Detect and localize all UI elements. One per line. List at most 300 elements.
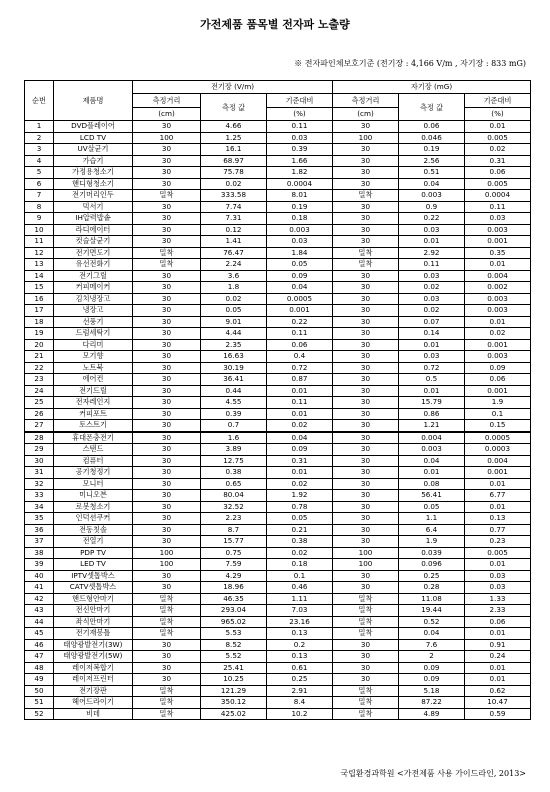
cell-no: 49: [25, 674, 54, 686]
table-row: [25, 282, 531, 294]
cell-e-distance: 밀착: [133, 628, 201, 640]
cell-m-value: 0.86: [399, 408, 465, 420]
cell-product: 에어컨: [54, 374, 133, 386]
cell-e-value: 7.59: [201, 559, 267, 571]
cell-e-ratio: 1.92: [267, 490, 333, 502]
cell-e-distance: 100: [133, 559, 201, 571]
cell-e-ratio: 8.01: [267, 190, 333, 202]
cell-e-value: 12.75: [201, 455, 267, 467]
cell-e-value: 293.04: [201, 605, 267, 617]
cell-product: 드럼세탁기: [54, 328, 133, 340]
header-no: 순번: [25, 81, 54, 121]
cell-no: 39: [25, 559, 54, 571]
cell-e-distance: 30: [133, 444, 201, 456]
cell-m-distance: 30: [333, 144, 399, 156]
table-row: [25, 408, 531, 420]
table-row: [25, 316, 531, 328]
cell-m-distance: 30: [333, 213, 399, 225]
cell-e-value: 80.04: [201, 490, 267, 502]
cell-m-ratio: 0.0004: [465, 190, 531, 202]
table-row: [25, 305, 531, 317]
cell-m-distance: 100: [333, 547, 399, 559]
cell-e-value: 425.02: [201, 708, 267, 720]
cell-e-ratio: 0.2: [267, 639, 333, 651]
cell-product: 가습기: [54, 155, 133, 167]
cell-m-value: 0.05: [399, 501, 465, 513]
cell-m-value: 0.14: [399, 328, 465, 340]
cell-product: 가정용청소기: [54, 167, 133, 179]
cell-product: LED TV: [54, 559, 133, 571]
cell-e-distance: 30: [133, 490, 201, 502]
cell-e-ratio: 0.06: [267, 339, 333, 351]
cell-m-value: 7.6: [399, 639, 465, 651]
cell-e-value: 2.24: [201, 259, 267, 271]
cell-e-ratio: 0.05: [267, 259, 333, 271]
cell-m-distance: 30: [333, 501, 399, 513]
header-e-distance-unit: (cm): [133, 108, 201, 121]
cell-m-value: 0.003: [399, 190, 465, 202]
cell-e-distance: 30: [133, 582, 201, 594]
cell-m-distance: 30: [333, 432, 399, 444]
cell-m-distance: 30: [333, 236, 399, 248]
cell-e-value: 16.63: [201, 351, 267, 363]
cell-m-ratio: 0.03: [465, 570, 531, 582]
table-row: [25, 121, 531, 133]
cell-m-ratio: 0.02: [465, 328, 531, 340]
cell-m-value: 0.06: [399, 121, 465, 133]
cell-e-distance: 30: [133, 651, 201, 663]
cell-no: 40: [25, 570, 54, 582]
table-row: [25, 190, 531, 202]
cell-e-ratio: 0.0005: [267, 293, 333, 305]
cell-no: 33: [25, 490, 54, 502]
cell-e-value: 4.29: [201, 570, 267, 582]
cell-product: 선풍기: [54, 316, 133, 328]
cell-m-distance: 30: [333, 305, 399, 317]
cell-product: 태양광발전기(5W): [54, 651, 133, 663]
table-row: [25, 674, 531, 686]
cell-e-distance: 30: [133, 328, 201, 340]
cell-m-distance: 30: [333, 374, 399, 386]
table-row: [25, 144, 531, 156]
table-row: [25, 605, 531, 617]
cell-e-value: 3.89: [201, 444, 267, 456]
cell-m-value: 0.003: [399, 444, 465, 456]
cell-no: 4: [25, 155, 54, 167]
cell-e-ratio: 0.003: [267, 224, 333, 236]
cell-e-value: 16.1: [201, 144, 267, 156]
cell-e-value: 0.39: [201, 408, 267, 420]
cell-e-ratio: 0.11: [267, 121, 333, 133]
table-row: [25, 339, 531, 351]
cell-m-value: 0.01: [399, 339, 465, 351]
table-row: [25, 201, 531, 213]
cell-m-ratio: 0.003: [465, 351, 531, 363]
cell-no: 29: [25, 444, 54, 456]
cell-e-value: 121.29: [201, 685, 267, 697]
cell-no: 44: [25, 616, 54, 628]
table-row: [25, 547, 531, 559]
cell-product: 믹서기: [54, 201, 133, 213]
cell-e-value: 1.41: [201, 236, 267, 248]
cell-e-value: 68.97: [201, 155, 267, 167]
cell-e-value: 10.25: [201, 674, 267, 686]
cell-e-distance: 30: [133, 316, 201, 328]
cell-m-ratio: 0.003: [465, 224, 531, 236]
cell-product: 인덕션쿠커: [54, 513, 133, 525]
cell-m-distance: 100: [333, 132, 399, 144]
cell-m-distance: 30: [333, 339, 399, 351]
cell-e-value: 9.01: [201, 316, 267, 328]
cell-e-ratio: 10.2: [267, 708, 333, 720]
cell-m-value: 0.09: [399, 674, 465, 686]
cell-e-value: 0.75: [201, 547, 267, 559]
cell-no: 35: [25, 513, 54, 525]
header-e-distance: 측정거리: [133, 94, 201, 108]
cell-m-ratio: 0.01: [465, 478, 531, 490]
cell-e-ratio: 0.09: [267, 270, 333, 282]
cell-e-distance: 30: [133, 570, 201, 582]
cell-e-distance: 밀착: [133, 697, 201, 709]
cell-no: 9: [25, 213, 54, 225]
cell-e-value: 0.44: [201, 385, 267, 397]
cell-m-distance: 밀착: [333, 616, 399, 628]
cell-e-value: 5.52: [201, 651, 267, 663]
header-m-distance: 측정거리: [333, 94, 399, 108]
cell-e-ratio: 0.02: [267, 547, 333, 559]
cell-product: 전기머리인두: [54, 190, 133, 202]
cell-m-distance: 30: [333, 362, 399, 374]
cell-m-distance: 30: [333, 224, 399, 236]
cell-no: 52: [25, 708, 54, 720]
table-row: [25, 374, 531, 386]
cell-e-distance: 30: [133, 432, 201, 444]
cell-no: 26: [25, 408, 54, 420]
cell-product: 전기그릴: [54, 270, 133, 282]
cell-e-value: 8.7: [201, 524, 267, 536]
cell-m-ratio: 0.03: [465, 582, 531, 594]
cell-e-value: 5.53: [201, 628, 267, 640]
cell-product: 전기드릴: [54, 385, 133, 397]
cell-e-ratio: 0.13: [267, 628, 333, 640]
table-row: [25, 490, 531, 502]
cell-product: 스탠드: [54, 444, 133, 456]
cell-e-distance: 30: [133, 455, 201, 467]
table-row: [25, 155, 531, 167]
table-row: [25, 662, 531, 674]
cell-m-distance: 100: [333, 559, 399, 571]
cell-m-ratio: 0.004: [465, 270, 531, 282]
cell-m-value: 11.08: [399, 593, 465, 605]
cell-m-value: 0.02: [399, 282, 465, 294]
cell-e-value: 1.25: [201, 132, 267, 144]
cell-e-ratio: 0.04: [267, 432, 333, 444]
cell-m-distance: 30: [333, 570, 399, 582]
cell-e-ratio: 0.72: [267, 362, 333, 374]
cell-no: 1: [25, 121, 54, 133]
table-row: [25, 708, 531, 720]
cell-m-distance: 30: [333, 513, 399, 525]
cell-e-value: 25.41: [201, 662, 267, 674]
cell-e-ratio: 0.21: [267, 524, 333, 536]
cell-m-distance: 30: [333, 674, 399, 686]
cell-m-value: 0.01: [399, 385, 465, 397]
cell-e-ratio: 0.01: [267, 467, 333, 479]
cell-no: 2: [25, 132, 54, 144]
cell-product: 다리미: [54, 339, 133, 351]
table-row: [25, 385, 531, 397]
cell-e-distance: 30: [133, 236, 201, 248]
cell-m-value: 0.22: [399, 213, 465, 225]
cell-e-distance: 밀착: [133, 708, 201, 720]
cell-e-ratio: 2.91: [267, 685, 333, 697]
cell-m-distance: 30: [333, 455, 399, 467]
cell-m-distance: 30: [333, 121, 399, 133]
cell-product: 모기향: [54, 351, 133, 363]
cell-e-ratio: 0.18: [267, 213, 333, 225]
cell-e-distance: 30: [133, 270, 201, 282]
cell-e-distance: 30: [133, 339, 201, 351]
cell-m-ratio: 0.002: [465, 282, 531, 294]
cell-no: 21: [25, 351, 54, 363]
cell-e-distance: 30: [133, 213, 201, 225]
table-row: [25, 593, 531, 605]
cell-m-distance: 30: [333, 270, 399, 282]
cell-e-distance: 30: [133, 121, 201, 133]
cell-m-distance: 밀착: [333, 247, 399, 259]
cell-e-distance: 30: [133, 201, 201, 213]
cell-m-ratio: 0.001: [465, 339, 531, 351]
cell-m-distance: 30: [333, 490, 399, 502]
cell-product: 커피메이커: [54, 282, 133, 294]
cell-e-distance: 밀착: [133, 616, 201, 628]
cell-product: 전기장판: [54, 685, 133, 697]
header-e-value: 측정 값: [201, 94, 267, 121]
cell-no: 7: [25, 190, 54, 202]
cell-m-value: 0.03: [399, 293, 465, 305]
cell-m-ratio: 0.06: [465, 616, 531, 628]
cell-m-distance: 밀착: [333, 190, 399, 202]
cell-e-value: 18.96: [201, 582, 267, 594]
cell-m-distance: 30: [333, 155, 399, 167]
table-row: [25, 362, 531, 374]
cell-product: LCD TV: [54, 132, 133, 144]
cell-product: 레이저프린터: [54, 674, 133, 686]
reference-note: ※ 전자파인체보호기준 (전기장 : 4,166 V/m , 자기장 : 833 mG): [294, 59, 526, 68]
cell-m-ratio: 0.005: [465, 547, 531, 559]
cell-m-ratio: 0.0003: [465, 444, 531, 456]
cell-e-ratio: 0.001: [267, 305, 333, 317]
cell-e-ratio: 8.4: [267, 697, 333, 709]
cell-m-distance: 30: [333, 328, 399, 340]
cell-product: 헤어드라이기: [54, 697, 133, 709]
cell-m-ratio: 0.01: [465, 316, 531, 328]
cell-m-distance: 30: [333, 167, 399, 179]
cell-product: 노트북: [54, 362, 133, 374]
table-row: [25, 697, 531, 709]
cell-m-value: 0.09: [399, 662, 465, 674]
cell-e-distance: 30: [133, 362, 201, 374]
header-m-ratio: 기준대비: [465, 94, 531, 108]
cell-e-value: 4.66: [201, 121, 267, 133]
cell-e-value: 4.44: [201, 328, 267, 340]
cell-m-distance: 30: [333, 639, 399, 651]
header-m-distance-unit: (cm): [333, 108, 399, 121]
cell-m-value: 56.41: [399, 490, 465, 502]
table-row: [25, 582, 531, 594]
cell-e-distance: 밀착: [133, 605, 201, 617]
cell-e-value: 0.05: [201, 305, 267, 317]
table-row: [25, 536, 531, 548]
cell-product: 김치냉장고: [54, 293, 133, 305]
cell-e-distance: 30: [133, 639, 201, 651]
cell-m-distance: 30: [333, 408, 399, 420]
table-row: [25, 351, 531, 363]
cell-m-ratio: 0.004: [465, 455, 531, 467]
cell-no: 45: [25, 628, 54, 640]
cell-product: CATV셋톱박스: [54, 582, 133, 594]
cell-e-ratio: 1.84: [267, 247, 333, 259]
cell-no: 10: [25, 224, 54, 236]
cell-m-distance: 30: [333, 282, 399, 294]
cell-e-value: 36.41: [201, 374, 267, 386]
cell-e-distance: 30: [133, 408, 201, 420]
cell-m-distance: 30: [333, 467, 399, 479]
cell-product: 전열기: [54, 536, 133, 548]
cell-e-ratio: 0.11: [267, 397, 333, 409]
table-row: [25, 293, 531, 305]
cell-m-distance: 30: [333, 524, 399, 536]
table-body: [25, 121, 531, 720]
cell-e-distance: 30: [133, 178, 201, 190]
cell-m-value: 2.92: [399, 247, 465, 259]
cell-m-distance: 30: [333, 582, 399, 594]
cell-product: 휴대폰충전기: [54, 432, 133, 444]
cell-m-value: 0.01: [399, 236, 465, 248]
cell-product: 모니터: [54, 478, 133, 490]
cell-product: 핸드형안마기: [54, 593, 133, 605]
table-row: [25, 628, 531, 640]
cell-no: 46: [25, 639, 54, 651]
cell-e-distance: 밀착: [133, 247, 201, 259]
cell-product: 비데: [54, 708, 133, 720]
cell-no: 11: [25, 236, 54, 248]
cell-m-value: 4.89: [399, 708, 465, 720]
cell-e-value: 76.47: [201, 247, 267, 259]
cell-e-value: 8.52: [201, 639, 267, 651]
cell-m-ratio: 0.003: [465, 305, 531, 317]
cell-m-value: 0.5: [399, 374, 465, 386]
cell-e-distance: 30: [133, 167, 201, 179]
cell-m-value: 5.18: [399, 685, 465, 697]
cell-m-value: 0.52: [399, 616, 465, 628]
cell-m-ratio: 0.02: [465, 144, 531, 156]
cell-m-ratio: 0.003: [465, 293, 531, 305]
cell-e-ratio: 0.39: [267, 144, 333, 156]
cell-m-distance: 30: [333, 420, 399, 432]
cell-e-ratio: 0.01: [267, 385, 333, 397]
cell-no: 28: [25, 432, 54, 444]
cell-no: 24: [25, 385, 54, 397]
cell-product: IPTV셋톱박스: [54, 570, 133, 582]
cell-m-ratio: 0.001: [465, 236, 531, 248]
cell-no: 41: [25, 582, 54, 594]
cell-e-distance: 30: [133, 293, 201, 305]
cell-e-value: 46.35: [201, 593, 267, 605]
cell-product: IH압력밥솥: [54, 213, 133, 225]
cell-m-distance: 30: [333, 201, 399, 213]
cell-no: 42: [25, 593, 54, 605]
table-row: [25, 259, 531, 271]
cell-no: 32: [25, 478, 54, 490]
cell-m-value: 1.1: [399, 513, 465, 525]
cell-e-distance: 밀착: [133, 593, 201, 605]
cell-e-value: 965.02: [201, 616, 267, 628]
cell-e-ratio: 0.03: [267, 236, 333, 248]
cell-m-ratio: 2.33: [465, 605, 531, 617]
header-m-value: 측정 값: [399, 94, 465, 121]
cell-m-ratio: 0.01: [465, 662, 531, 674]
cell-e-value: 3.6: [201, 270, 267, 282]
cell-m-value: 0.039: [399, 547, 465, 559]
cell-m-value: 6.4: [399, 524, 465, 536]
table-row: [25, 639, 531, 651]
cell-e-ratio: 0.31: [267, 455, 333, 467]
cell-m-distance: 30: [333, 662, 399, 674]
cell-m-ratio: 0.31: [465, 155, 531, 167]
header-electric: 전기장 (V/m): [133, 81, 333, 94]
table-row: [25, 467, 531, 479]
cell-e-value: 15.77: [201, 536, 267, 548]
table-row: [25, 513, 531, 525]
cell-no: 19: [25, 328, 54, 340]
cell-e-distance: 밀착: [133, 190, 201, 202]
cell-e-value: 0.65: [201, 478, 267, 490]
cell-m-ratio: 0.24: [465, 651, 531, 663]
cell-e-ratio: 0.18: [267, 559, 333, 571]
cell-m-ratio: 0.91: [465, 639, 531, 651]
header-product: 제품명: [54, 81, 133, 121]
cell-m-value: 0.25: [399, 570, 465, 582]
cell-m-ratio: 0.001: [465, 467, 531, 479]
table-row: [25, 478, 531, 490]
cell-e-distance: 30: [133, 144, 201, 156]
cell-e-distance: 30: [133, 662, 201, 674]
cell-m-distance: 30: [333, 385, 399, 397]
cell-m-value: 0.07: [399, 316, 465, 328]
cell-product: UV살균기: [54, 144, 133, 156]
cell-m-distance: 30: [333, 293, 399, 305]
cell-e-ratio: 7.03: [267, 605, 333, 617]
cell-m-distance: 30: [333, 651, 399, 663]
cell-product: 로봇청소기: [54, 501, 133, 513]
cell-m-value: 0.03: [399, 270, 465, 282]
table-row: [25, 224, 531, 236]
cell-e-value: 0.02: [201, 293, 267, 305]
cell-m-ratio: 6.77: [465, 490, 531, 502]
cell-m-value: 87.22: [399, 697, 465, 709]
cell-e-distance: 30: [133, 536, 201, 548]
cell-product: 컷슬살균기: [54, 236, 133, 248]
table-row: [25, 213, 531, 225]
table-row: [25, 444, 531, 456]
cell-m-distance: 30: [333, 178, 399, 190]
table-row: [25, 270, 531, 282]
table-row: [25, 397, 531, 409]
cell-no: 16: [25, 293, 54, 305]
cell-product: 전동칫솔: [54, 524, 133, 536]
cell-e-ratio: 0.19: [267, 201, 333, 213]
